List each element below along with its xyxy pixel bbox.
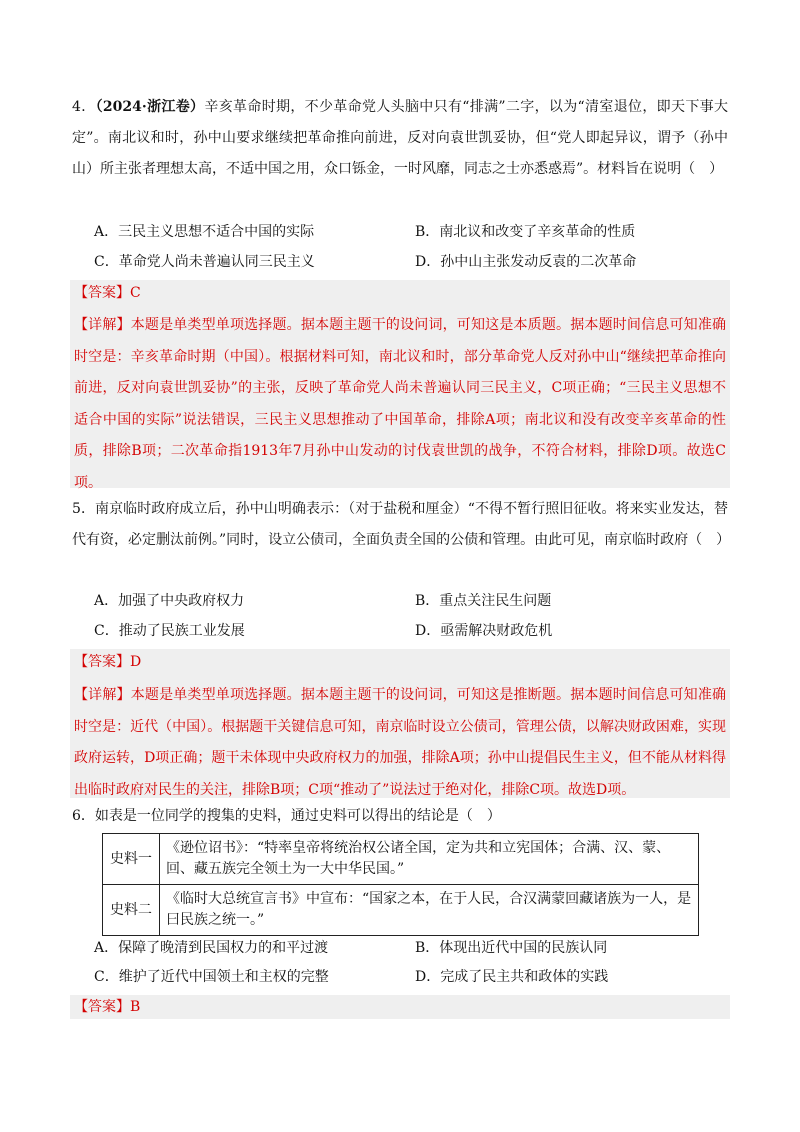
question-6-source-table <box>102 833 699 936</box>
question-5-detail: 【详解】本题是单类型单项选择题。据本题主题干的设问词，可知这是推断题。据本题时间信息可知准确时空是：近代（中国）。根据题干关键信息可知，南京临时设立公债司，管理公债，以解决财政困难，实现政府运转，D项正确；题干未体现中央政府权力的加强，排除A项；孙中山提倡民生主义，但不能从材料得出临时政府对民生的关注，排除B项；C项“推动了”说法过于绝对化，排除C项。故选D项。 <box>74 687 726 798</box>
question-6-answer-box <box>70 995 730 1019</box>
question-6-stem: 6．如表是一位同学的搜集的史料，通过史料可以得出的结论是（ ） <box>72 808 501 824</box>
question-4-source: （2024·浙江卷） <box>95 99 205 115</box>
question-4-answer-box <box>70 280 730 306</box>
question-5-option-d[interactable]: D．亟需解决财政危机 <box>415 623 553 639</box>
question-4-text: 辛亥革命时期，不少革命党人头脑中只有“排满”二字，以为“清室退位，即天下事大定”。南北议和时，孙中山要求继续把革命推向前进，反对向袁世凯妥协，但“党人即起异议，谓予（孙中山）所主张者理想太高，不适中国之用，众口铄金，一时风靡，同志之士亦悉惑焉”。材料旨在说明（ ） <box>72 99 728 177</box>
question-4-detail: 【详解】本题是单类型单项选择题。据本题主题干的设问词，可知这是本质题。据本题时间信息可知准确时空是：辛亥革命时期（中国）。根据材料可知，南北议和时，部分革命党人反对孙中山“继续把革命推向前进，反对向袁世凯妥协”的主张，反映了革命党人尚未普遍认同三民主义，C项正确；“三民主义思想不适合中国的实际”说法错误，三民主义思想推动了中国革命，排除A项；南北议和没有改变辛亥革命的性质，排除B项；二次革命指1913年7月孙中山发动的讨伐袁世凯的战争，不符合材料，排除D项。故选C项。 <box>74 317 726 491</box>
question-4-option-c[interactable]: C．革命党人尚未普遍认同三民主义 <box>94 254 315 270</box>
question-4-option-a[interactable]: A．三民主义思想不适合中国的实际 <box>94 224 315 240</box>
question-5-detail-box <box>70 676 730 798</box>
question-4-option-b[interactable]: B．南北议和改变了辛亥革命的性质 <box>415 224 636 240</box>
table-row-text: 《临时大总统宣言书》中宣布：“国家之本，在于人民，合汉满蒙回藏诸族为一人，是曰民族之统一。” <box>160 885 699 936</box>
question-4-number: 4． <box>72 99 96 115</box>
question-6-option-c[interactable]: C．维护了近代中国领土和主权的完整 <box>94 969 329 985</box>
question-4-detail-box <box>70 306 730 491</box>
question-5-option-c[interactable]: C．推动了民族工业发展 <box>94 623 245 639</box>
question-6-option-d[interactable]: D．完成了民主共和政体的实践 <box>415 969 609 985</box>
table-row <box>103 885 699 936</box>
table-row-label: 史料一 <box>103 834 160 885</box>
question-5-option-b[interactable]: B．重点关注民生问题 <box>415 593 552 609</box>
question-6-option-a[interactable]: A．保障了晚清到民国权力的和平过渡 <box>94 940 329 956</box>
question-5-answer: 【答案】D <box>74 654 142 670</box>
question-6-option-b[interactable]: B．体现出近代中国的民族认同 <box>415 940 608 956</box>
question-4-stem <box>72 92 728 185</box>
question-4-answer: 【答案】C <box>74 285 141 301</box>
question-6-answer: 【答案】B <box>74 999 141 1015</box>
table-row-label: 史料二 <box>103 885 160 936</box>
question-5-stem: 5．南京临时政府成立后，孙中山明确表示：（对于盐税和厘金）“不得不暂行照旧征收。将来实业发达，替代有资，必定删汰前例。”同时，设立公债司，全面负责全国的公债和管理。由此可见，南京临时政府（ ） <box>72 501 731 548</box>
question-5-answer-box <box>70 649 730 676</box>
table-row <box>103 834 699 885</box>
table-row-text: 《逊位诏书》：“特率皇帝将统治权公诸全国，定为共和立宪国体；合满、汉、蒙、回、藏五族完全领土为一大中华民国。” <box>160 834 699 885</box>
question-4-option-d[interactable]: D．孙中山主张发动反袁的二次革命 <box>415 254 637 270</box>
question-5-option-a[interactable]: A．加强了中央政府权力 <box>94 593 245 609</box>
